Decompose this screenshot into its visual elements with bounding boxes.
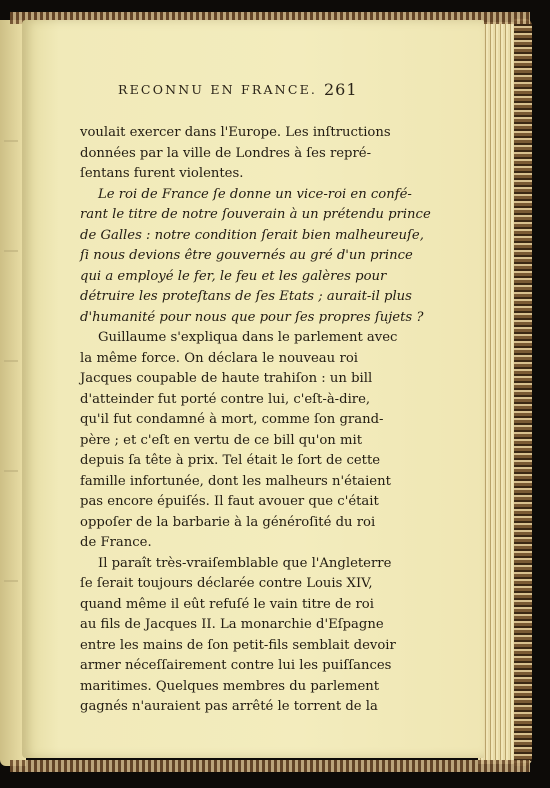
text-line: au fils de Jacques II. La monarchie d'Eſpagne xyxy=(80,617,384,632)
text-line: armer néceſſairement contre lui les puiſſances xyxy=(80,658,392,673)
binding-band-bottom xyxy=(10,760,530,772)
text-line: quand même il eût refuſé le vain titre de roi xyxy=(80,596,374,612)
text-line: de Galles : notre condition ſerait bien malheureuſe, xyxy=(80,227,424,243)
text-line: Il paraît très-vraiſemblable que l'Angleterre xyxy=(98,555,392,571)
text-line: maritimes. Quelques membres du parlement xyxy=(80,678,380,694)
text-line: oppoſer de la barbarie à la généroſité du roi xyxy=(80,514,376,530)
running-title: RECONNU EN FRANCE. xyxy=(118,82,318,97)
text-line: qui a employé le fer, le feu et les galères pour xyxy=(80,268,387,284)
text-line: gagnés n'auraient pas arrêté le torrent de la xyxy=(80,699,378,714)
text-line: entre les mains de ſon petit-fils semblait devoir xyxy=(80,637,396,653)
text-line: d'atteinder fut porté contre lui, c'eſt-à-dire, xyxy=(80,391,371,407)
text-line: famille infortunée, dont les malheurs n'étaient xyxy=(80,473,391,489)
page-stack-edge xyxy=(478,22,518,764)
text-line: Jacques coupable de haute trahiſon : un bill xyxy=(80,371,373,386)
text-line: Guillaume s'expliqua dans le parlement avec xyxy=(98,330,398,345)
text-line: la même force. On déclara le nouveau roi xyxy=(80,350,358,366)
text-line: de France. xyxy=(80,535,152,550)
running-header xyxy=(118,80,358,99)
text-line: ſe ſerait toujours déclarée contre Louis XIV, xyxy=(80,576,373,591)
page-number: 261 xyxy=(324,80,358,99)
text-line: père ; et c'eſt en vertu de ce bill qu'on mit xyxy=(80,432,363,448)
text-line: Le roi de France ſe donne un vice-roi en confé- xyxy=(98,186,412,202)
text-line: rant le titre de notre ſouverain à un prétendu prince xyxy=(80,207,431,222)
text-line: d'humanité pour nous que pour ſes propres ſujets ? xyxy=(80,309,424,325)
text-line: voulait exercer dans l'Europe. Les inſtructions xyxy=(80,125,391,140)
text-line: depuis ſa tête à prix. Tel était le ſort de cette xyxy=(80,453,381,468)
text-line: ſentans furent violentes. xyxy=(80,166,244,181)
text-line: données par la ville de Londres à ſes repré- xyxy=(80,145,372,161)
body-text xyxy=(80,123,431,718)
text-line: ſi nous devions être gouvernés au gré d'un prince xyxy=(80,248,413,263)
text-line: détruire les proteſtans de ſes Etats ; aurait-il plus xyxy=(80,289,412,304)
text-line: pas encore épuiſés. Il faut avouer que c'était xyxy=(80,494,379,509)
book-binding-edge xyxy=(514,18,532,766)
text-line: qu'il fut condamné à mort, comme ſon grand- xyxy=(80,412,384,427)
